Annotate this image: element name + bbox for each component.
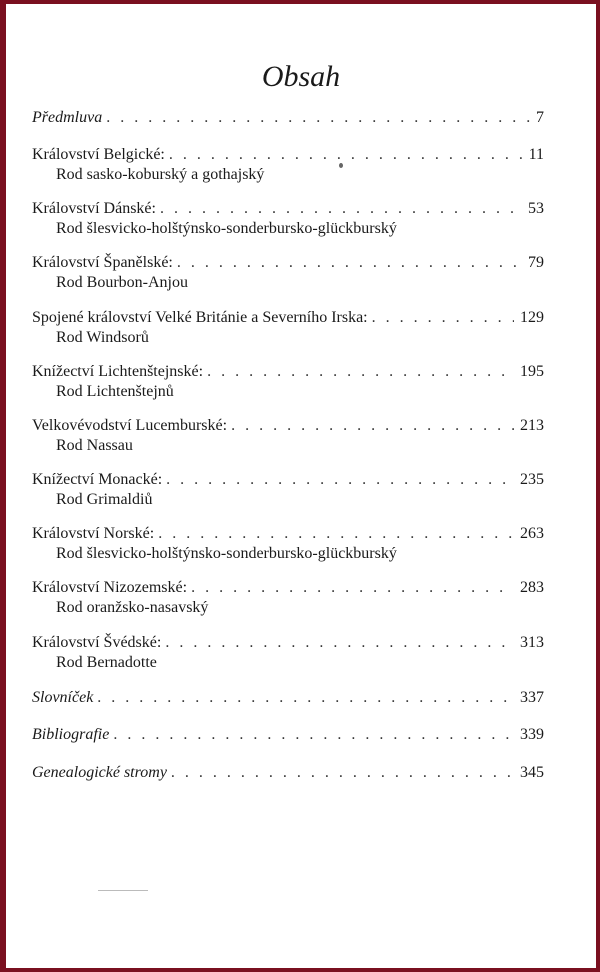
toc-entry-page-number: 129 [520,309,544,326]
toc-entry [32,416,544,436]
leader-dots [166,470,514,490]
toc-entry [32,470,544,490]
book-page [6,4,596,968]
toc-entry-dynasty: Rod oranžsko-nasavský [56,599,209,616]
toc-entry [32,725,544,745]
leader-dots [106,108,530,128]
ink-speck [339,163,343,168]
toc-entry [32,308,544,328]
toc-entry [32,253,544,273]
toc-entry-page-number: 213 [520,417,544,434]
toc-entry [32,633,544,653]
leader-dots [169,145,523,165]
leader-dots [177,253,522,273]
toc-entry-dynasty: Rod Windsorů [56,329,149,346]
toc-entry [32,145,544,165]
toc-entry-page-number: 53 [528,200,544,217]
toc-entry-dynasty: Rod Grimaldiů [56,491,153,508]
toc-entry-dynasty: Rod Lichtenštejnů [56,383,174,400]
toc-entry-page-number: 283 [520,579,544,596]
toc-entry [32,688,544,708]
leader-dots [207,362,514,382]
leader-dots [165,633,514,653]
toc-entry-page-number: 263 [520,525,544,542]
toc-entry [32,524,544,544]
toc-entry [32,199,544,219]
toc-entry-label: Království Belgické: [32,146,165,163]
toc-entry-label: Království Norské: [32,525,155,542]
toc-entry-page-number: 339 [520,726,544,743]
toc-entry-label: Knížectví Lichtenštejnské: [32,363,204,380]
toc-entry-page-number: 195 [520,363,544,380]
leader-dots [191,578,514,598]
leader-dots [97,688,514,708]
toc-entry-page-number: 79 [528,254,544,271]
toc-entry [32,362,544,382]
toc-entry-label: Království Dánské: [32,200,156,217]
leader-dots [158,524,514,544]
toc-entry-dynasty: Rod šlesvicko-holštýnsko-sonderbursko-glückburský [56,220,397,237]
toc-entry-label: Velkovévodství Lucemburské: [32,417,228,434]
toc-entry-page-number: 7 [536,109,544,126]
toc-entry-label: Genealogické stromy [32,764,167,781]
toc-entry-label: Předmluva [32,109,103,126]
toc-entry-label: Knížectví Monacké: [32,471,163,488]
toc-entry-dynasty: Rod Bernadotte [56,654,157,671]
leader-dots [372,308,514,328]
toc-entry-label: Bibliografie [32,726,110,743]
toc-entry [32,763,544,783]
toc-entry-page-number: 345 [520,764,544,781]
toc-entry-page-number: 11 [528,146,544,163]
toc-entry [32,108,544,128]
leader-dots [160,199,522,219]
toc-entry-page-number: 235 [520,471,544,488]
leader-dots [171,763,514,783]
toc-entry-dynasty: Rod šlesvicko-holštýnsko-sonderbursko-glückburský [56,545,397,562]
pencil-mark [98,890,148,891]
toc-entry-page-number: 337 [520,689,544,706]
toc-entry-dynasty: Rod sasko-koburský a gothajský [56,166,265,183]
toc-entry-label: Spojené království Velké Británie a Severního Irska: [32,309,368,326]
toc-entry-page-number: 313 [520,634,544,651]
toc-entry-dynasty: Rod Bourbon-Anjou [56,274,188,291]
toc-entry-label: Království Nizozemské: [32,579,188,596]
toc-entry-dynasty: Rod Nassau [56,437,133,454]
leader-dots [113,725,514,745]
toc-entry-label: Slovníček [32,689,94,706]
toc-entry [32,578,544,598]
leader-dots [231,416,514,436]
page-title: Obsah [261,60,341,93]
toc-entry-label: Království Španělské: [32,254,173,271]
toc-entry-label: Království Švédské: [32,634,162,651]
